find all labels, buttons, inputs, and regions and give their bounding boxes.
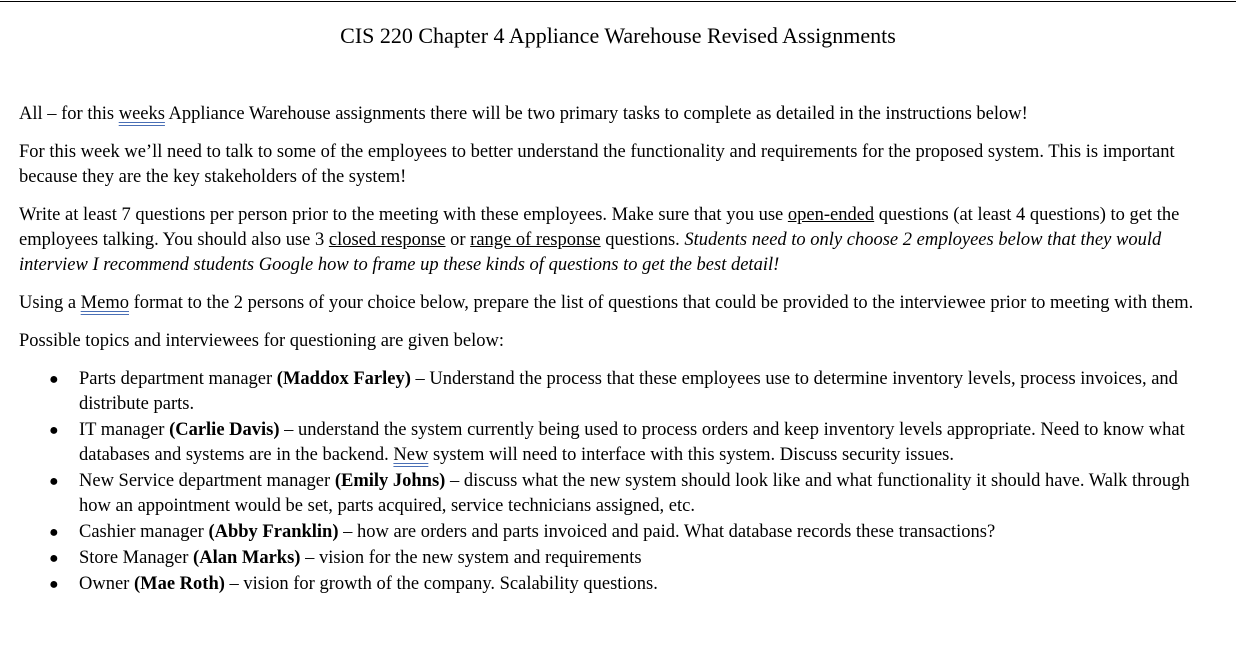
item-role: Parts department manager bbox=[79, 369, 277, 389]
item-person: (Emily Johns) bbox=[334, 471, 446, 491]
item-desc: – vision for growth of the company. Scalability questions. bbox=[224, 574, 658, 594]
list-item bbox=[19, 572, 1219, 597]
questions-paragraph bbox=[19, 203, 1219, 278]
bullet-icon: ● bbox=[49, 524, 59, 541]
questions-italic-note: Students need to only choose 2 employees below that they would interview I recommend students Google how to frame up these kinds of questions to get the best detail! bbox=[19, 230, 1162, 275]
item-role: Cashier manager bbox=[79, 522, 209, 542]
item-role: Store Manager bbox=[79, 548, 194, 568]
intro-text-c: Appliance Warehouse assignments there will be two primary tasks to complete as detailed in the instructions below! bbox=[164, 104, 1028, 124]
range-of-response-term: range of response bbox=[470, 230, 601, 250]
topics-intro: Possible topics and interviewees for questioning are given below: bbox=[19, 331, 505, 351]
questions-text-e: or bbox=[445, 230, 471, 250]
item-person: (Alan Marks) bbox=[193, 548, 301, 568]
intro-weeks-word: weeks bbox=[118, 104, 165, 124]
item-person: (Maddox Farley) bbox=[276, 369, 411, 389]
bullet-icon: ● bbox=[49, 371, 59, 388]
list-item bbox=[19, 418, 1219, 468]
list-item bbox=[19, 520, 1219, 545]
questions-text-a: Write at least 7 questions per person prior to the meeting with these employees. Make sure that you use bbox=[19, 205, 788, 225]
page-title: CIS 220 Chapter 4 Appliance Warehouse Revised Assignments bbox=[340, 23, 896, 48]
item-person: (Carlie Davis) bbox=[169, 420, 280, 440]
intro-paragraph bbox=[19, 102, 1219, 127]
item-person: (Abby Franklin) bbox=[208, 522, 339, 542]
interviewee-list bbox=[19, 367, 1219, 597]
item-role: IT manager bbox=[79, 420, 170, 440]
closed-response-term: closed response bbox=[328, 230, 446, 250]
list-item bbox=[19, 367, 1219, 417]
item-new-word: New bbox=[393, 445, 429, 465]
bullet-icon: ● bbox=[49, 576, 59, 593]
bullet-icon: ● bbox=[49, 422, 59, 439]
open-ended-term: open-ended bbox=[787, 205, 875, 225]
list-item bbox=[19, 469, 1219, 519]
item-role: New Service department manager bbox=[79, 471, 335, 491]
memo-text-c: format to the 2 persons of your choice below, prepare the list of questions that could be provided to the interviewee prior to meeting with them. bbox=[128, 293, 1194, 313]
bullet-icon: ● bbox=[49, 550, 59, 567]
memo-paragraph bbox=[19, 291, 1219, 316]
questions-text-g: questions. bbox=[600, 230, 685, 250]
stakeholder-paragraph: For this week we’ll need to talk to some of the employees to better understand the functionality and requirements for the proposed system. This is important because they are the key stakeholders of the system! bbox=[19, 142, 1175, 187]
item-desc: – vision for the new system and requirements bbox=[300, 548, 642, 568]
document-body bbox=[19, 102, 1219, 598]
item-desc-extra: system will need to interface with this system. Discuss security issues. bbox=[428, 445, 954, 465]
bullet-icon: ● bbox=[49, 473, 59, 490]
memo-word: Memo bbox=[80, 293, 129, 313]
list-item bbox=[19, 546, 1219, 571]
top-rule bbox=[0, 1, 1236, 2]
item-desc: – discuss what the new system should look like and what functionality it should have. Walk through how an appointment would be set, parts acquired, service technicians assigned, etc. bbox=[79, 471, 1190, 516]
item-desc: – understand the system currently being used to process orders and keep inventory levels appropriate. Need to know what databases and systems are in the backend. bbox=[79, 420, 1185, 465]
questions-text-c: questions (at least 4 questions) to get the employees talking. You should also use 3 bbox=[19, 205, 1180, 250]
item-person: (Mae Roth) bbox=[133, 574, 225, 594]
intro-text-a: All – for this bbox=[19, 104, 119, 124]
memo-text-a: Using a bbox=[19, 293, 81, 313]
item-desc: – Understand the process that these employees use to determine inventory levels, process invoices, and distribute parts. bbox=[79, 369, 1178, 414]
item-desc: – how are orders and parts invoiced and paid. What database records these transactions? bbox=[338, 522, 996, 542]
item-role: Owner bbox=[79, 574, 134, 594]
